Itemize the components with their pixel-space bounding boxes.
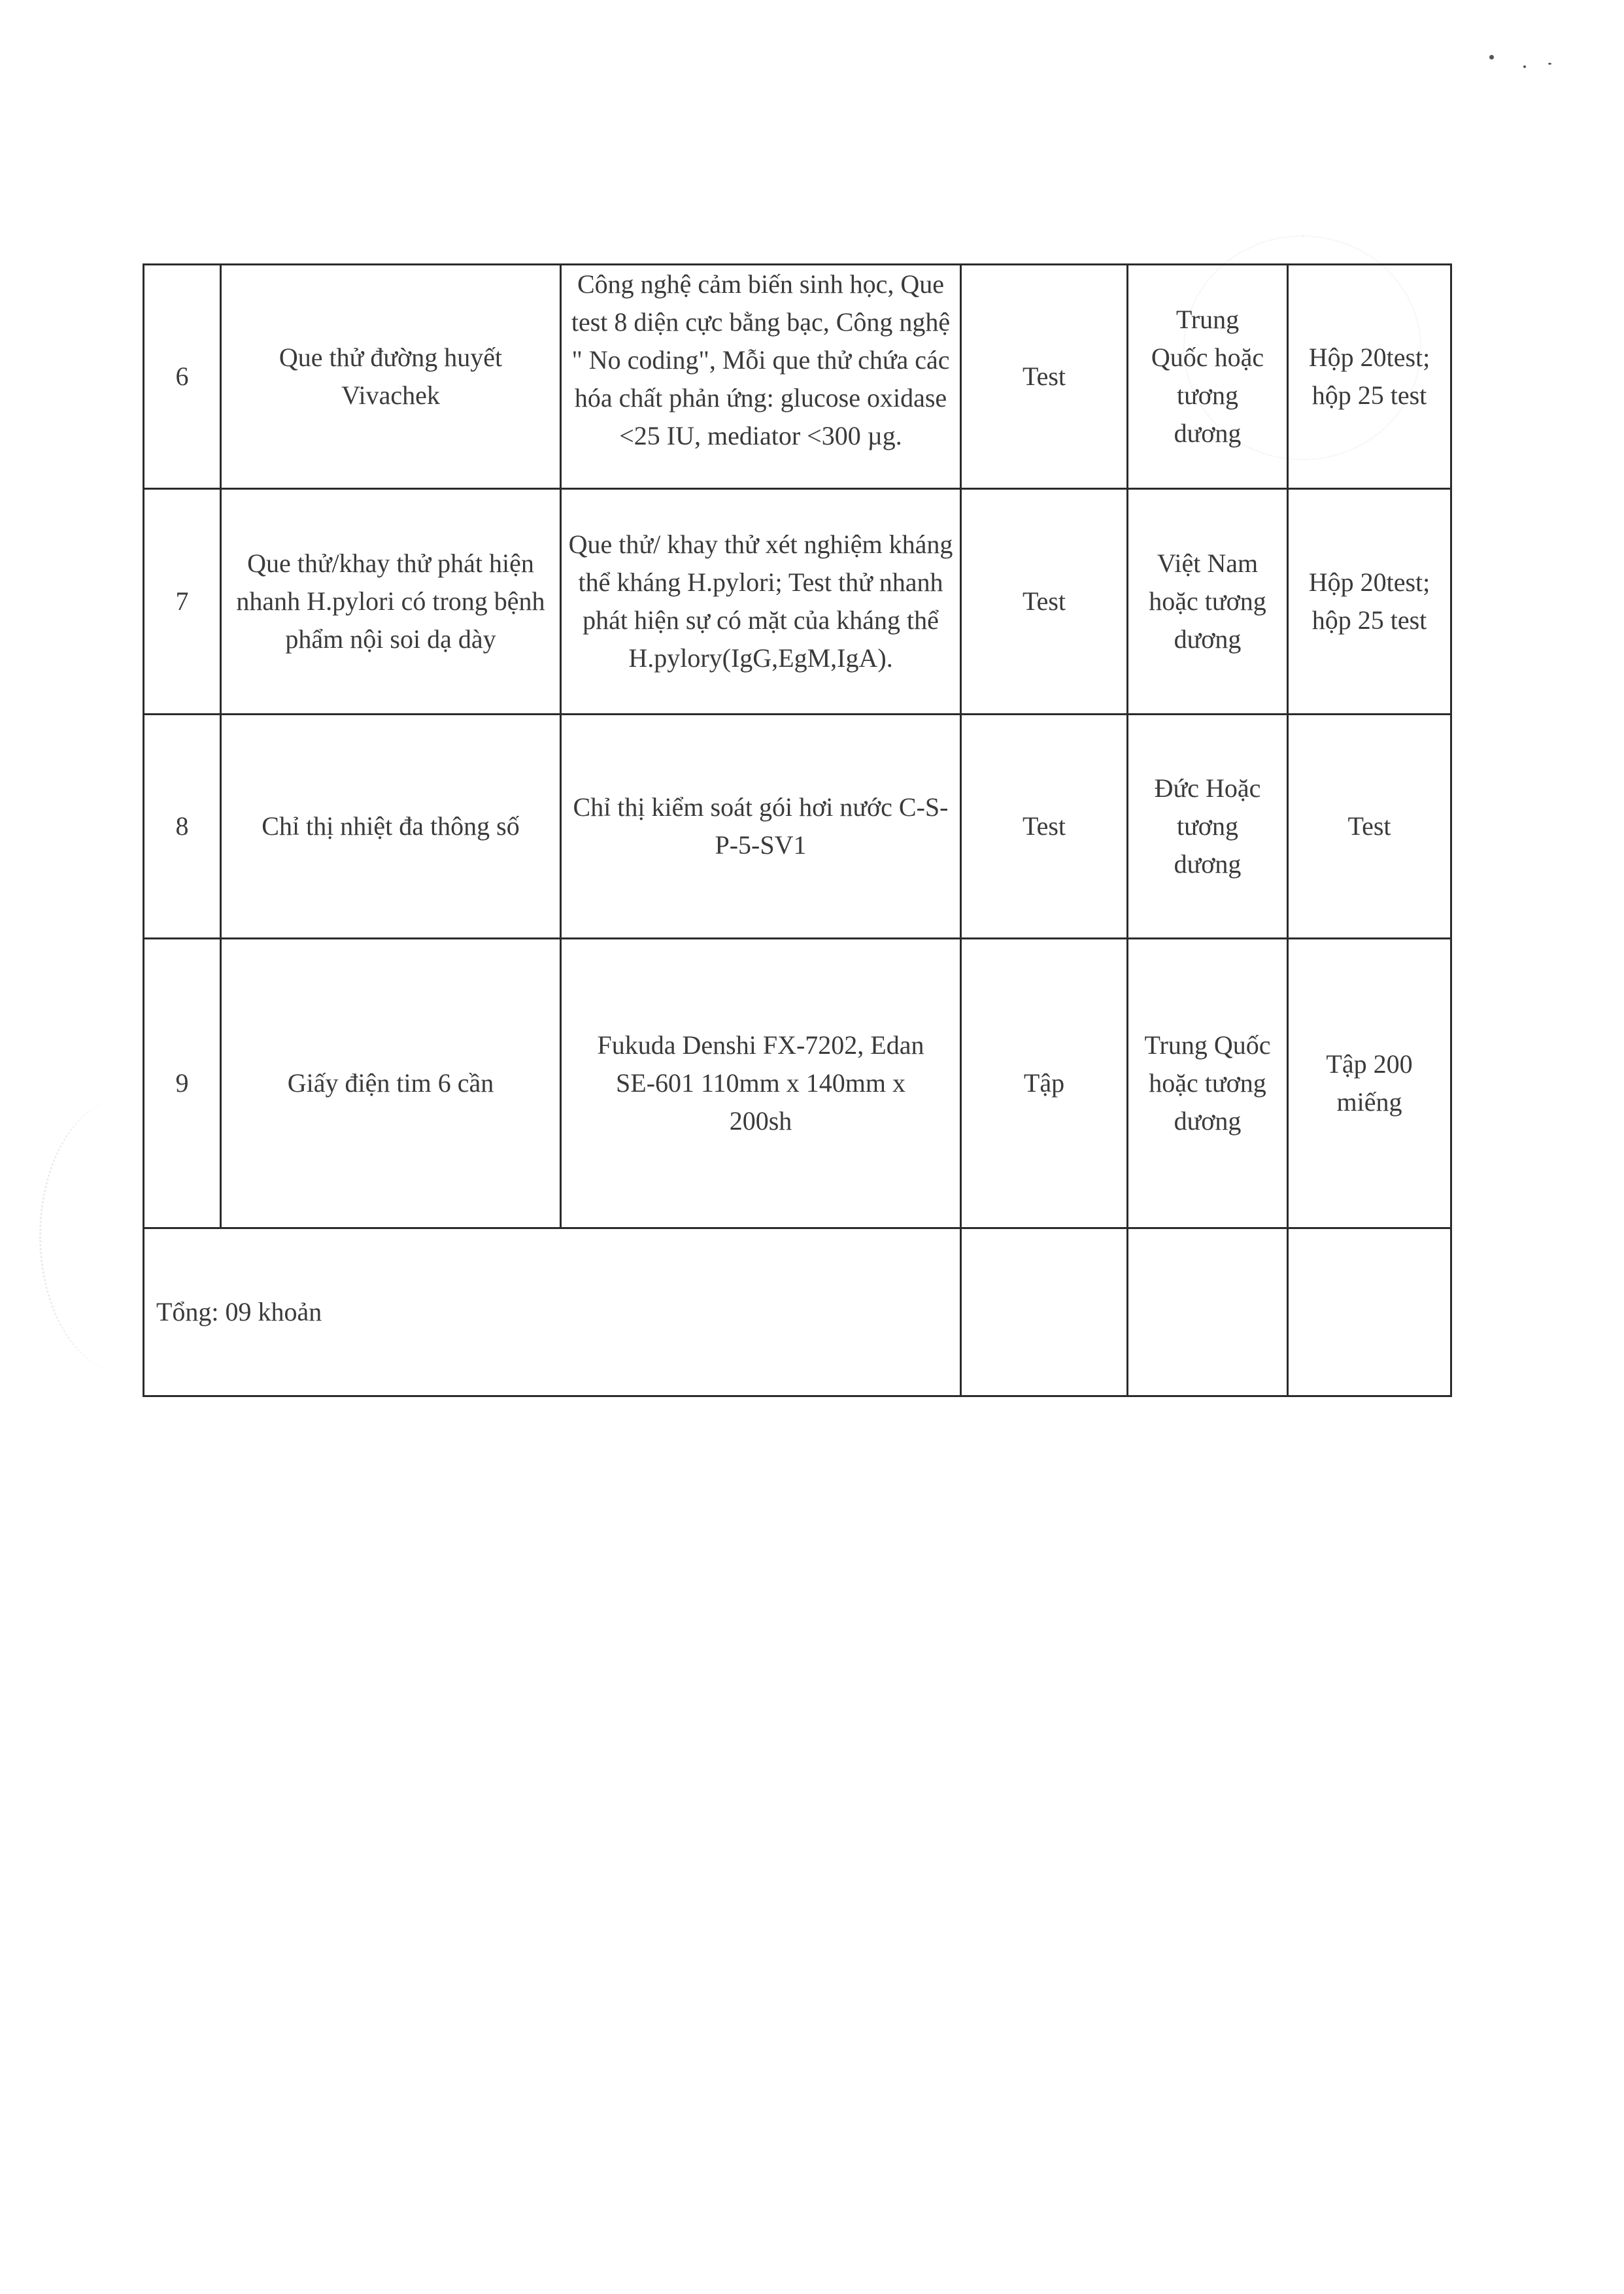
item-origin: Trung Quốc hoặc tương dương	[1128, 265, 1288, 489]
item-packing: Hộp 20test; hộp 25 test	[1288, 489, 1451, 715]
table-row	[144, 939, 1451, 1228]
item-spec: Fukuda Denshi FX-7202, Edan SE-601 110mm x 140mm x 200sh	[561, 939, 961, 1228]
item-packing: Test	[1288, 715, 1451, 939]
item-origin: Đức Hoặc tương dương	[1128, 715, 1288, 939]
item-unit: Test	[961, 715, 1128, 939]
item-name: Giấy điện tim 6 cần	[221, 939, 561, 1228]
item-name: Que thử/khay thử phát hiện nhanh H.pylori có trong bệnh phẩm nội soi dạ dày	[221, 489, 561, 715]
item-unit: Test	[961, 489, 1128, 715]
item-unit: Tập	[961, 939, 1128, 1228]
item-spec: Que thử/ khay thử xét nghiệm kháng thể kháng H.pylori; Test thử nhanh phát hiện sự có mặt của kháng thể H.pylory(IgG,EgM,IgA).	[561, 489, 961, 715]
item-number: 9	[144, 939, 221, 1228]
item-number: 8	[144, 715, 221, 939]
total-packing-empty	[1288, 1228, 1451, 1396]
total-label: Tổng: 09 khoản	[144, 1228, 961, 1396]
item-spec: Chỉ thị kiểm soát gói hơi nước C-S-P-5-SV1	[561, 715, 961, 939]
scan-specks	[1484, 51, 1563, 77]
item-unit: Test	[961, 265, 1128, 489]
item-number: 7	[144, 489, 221, 715]
total-unit-empty	[961, 1228, 1128, 1396]
table-total-row	[144, 1228, 1451, 1396]
item-spec: Công nghệ cảm biến sinh học, Que test 8 diện cực bằng bạc, Công nghệ " No coding", Mỗi que thử chứa các hóa chất phản ứng: glucose oxidase <25 IU, mediator <300 µg.	[561, 265, 961, 489]
total-origin-empty	[1128, 1228, 1288, 1396]
item-packing: Hộp 20test; hộp 25 test	[1288, 265, 1451, 489]
table-row	[144, 489, 1451, 715]
items-table	[143, 263, 1452, 1397]
item-name: Chỉ thị nhiệt đa thông số	[221, 715, 561, 939]
table-row	[144, 265, 1451, 489]
item-name: Que thử đường huyết Vivachek	[221, 265, 561, 489]
item-number: 6	[144, 265, 221, 489]
item-packing: Tập 200 miếng	[1288, 939, 1451, 1228]
table-row	[144, 715, 1451, 939]
item-origin: Việt Nam hoặc tương dương	[1128, 489, 1288, 715]
item-origin: Trung Quốc hoặc tương dương	[1128, 939, 1288, 1228]
